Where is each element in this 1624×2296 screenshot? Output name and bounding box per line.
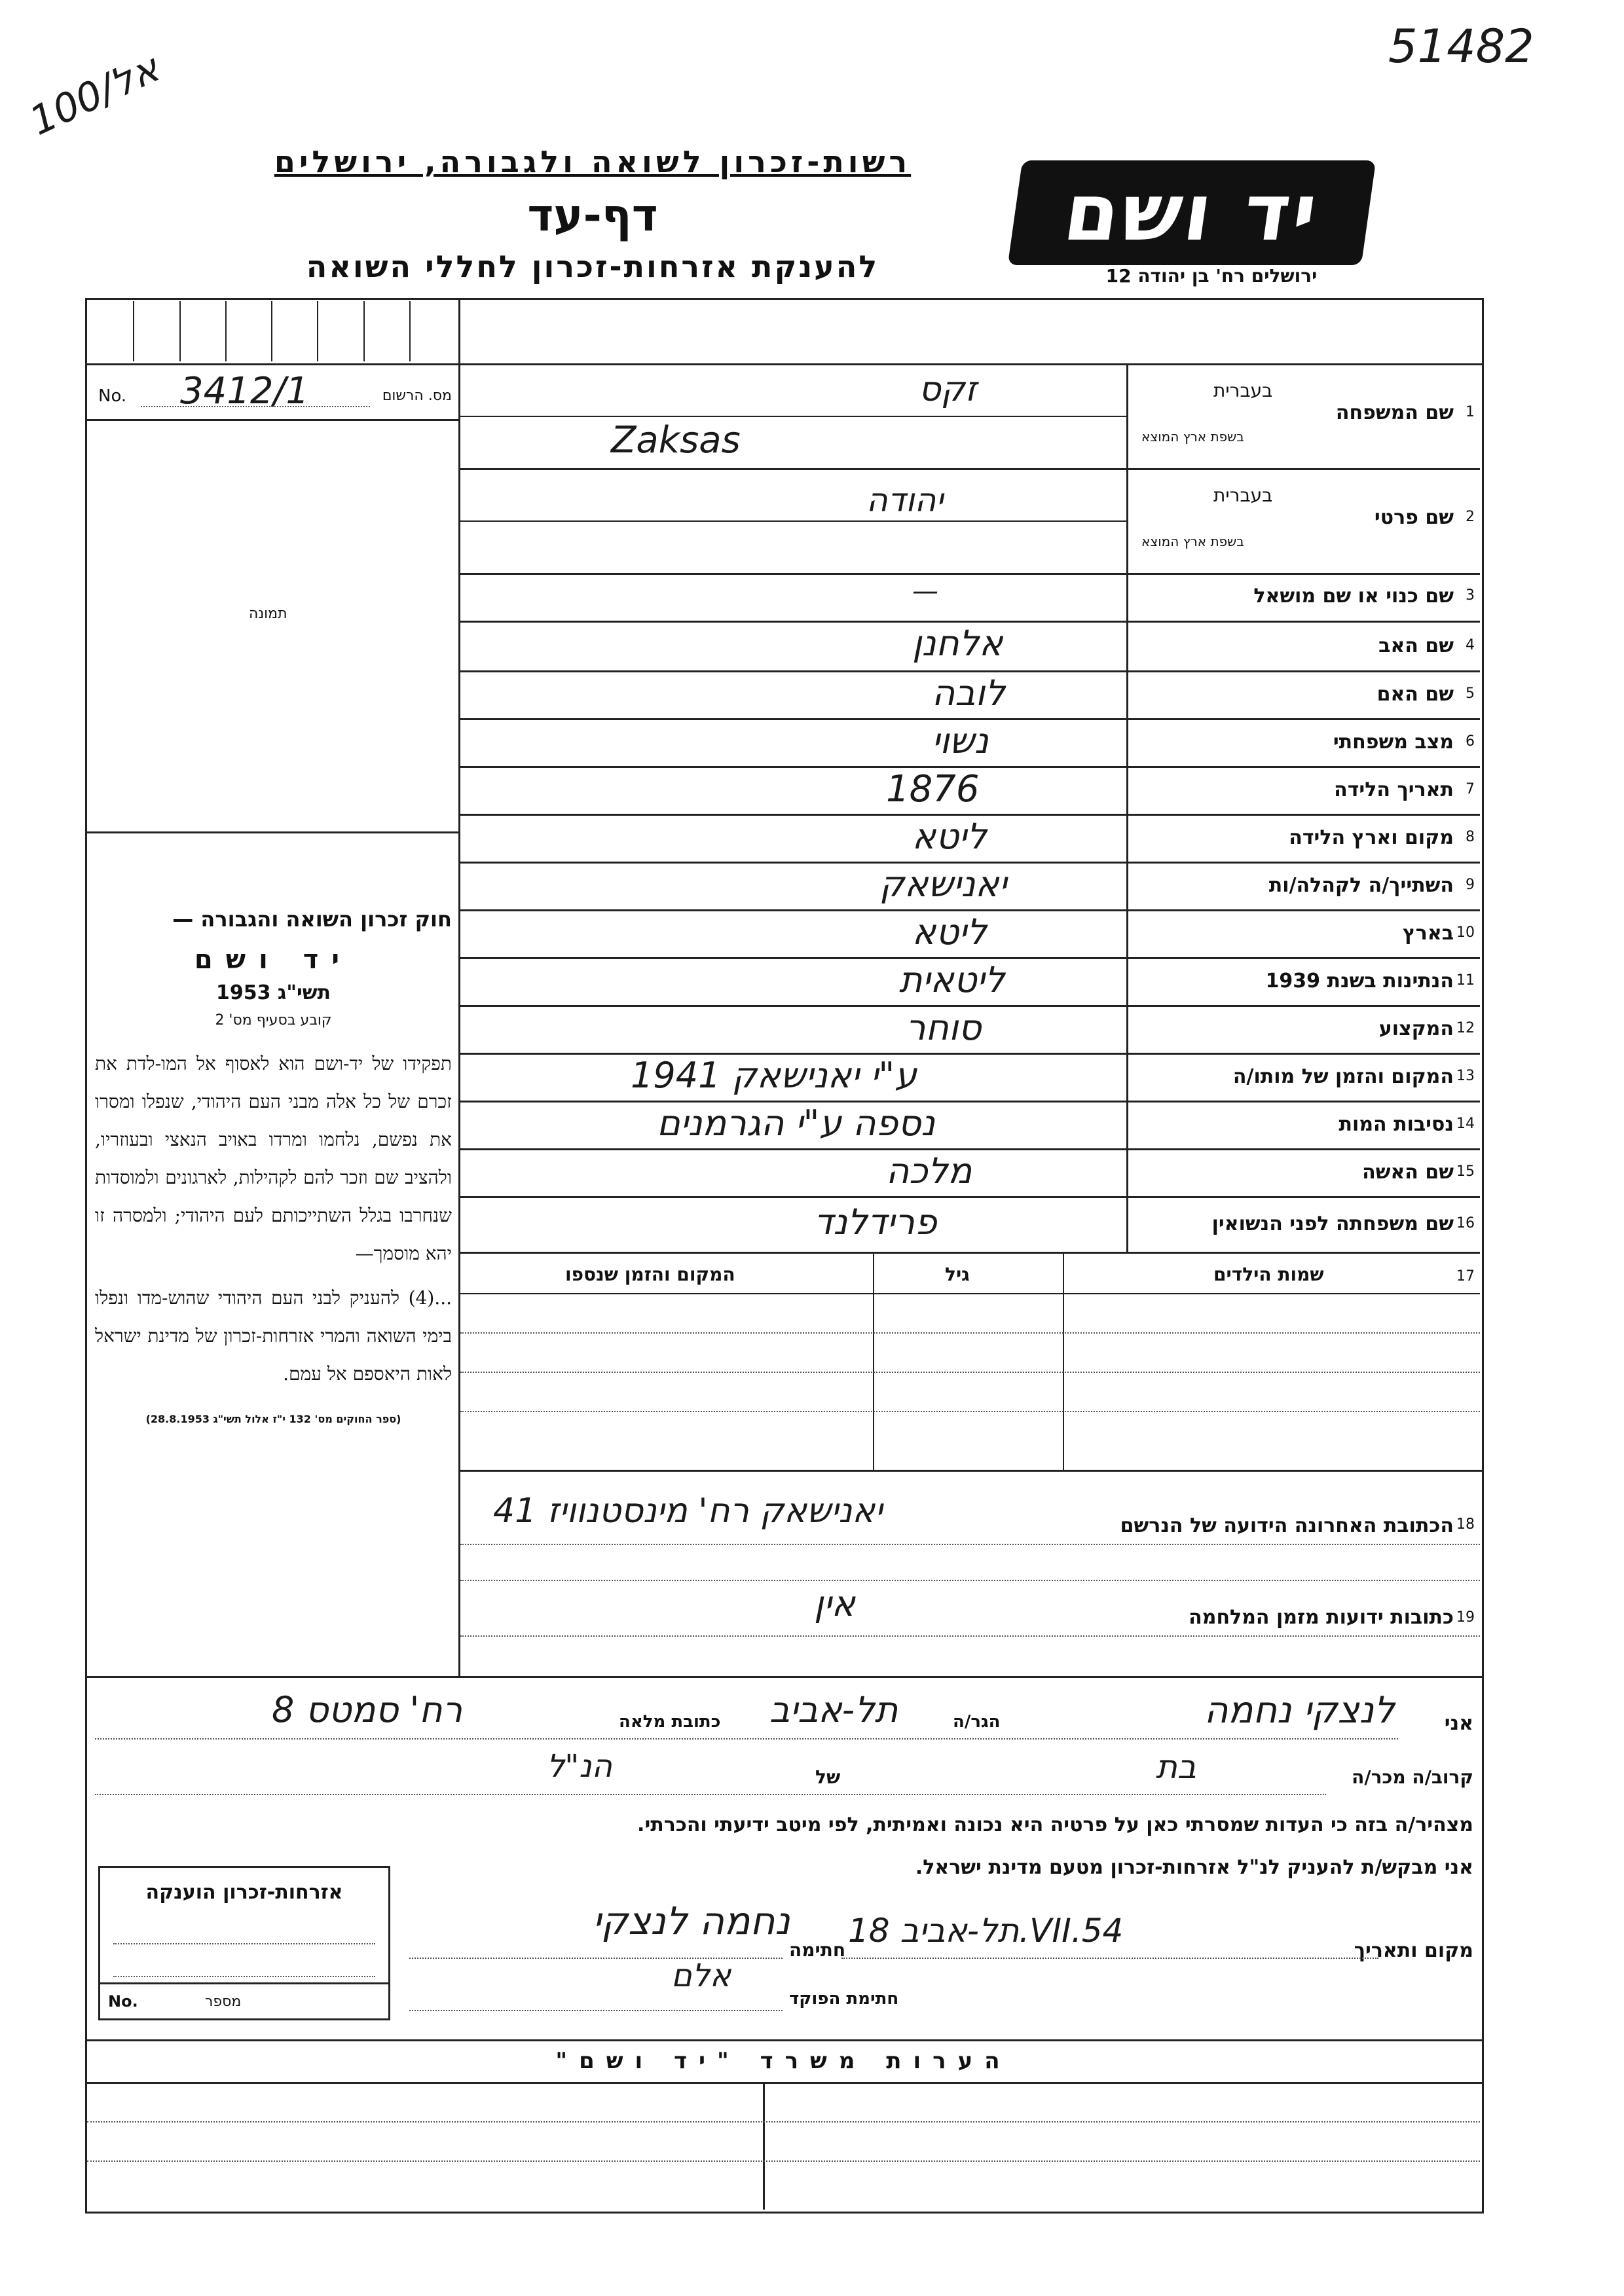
field-8-value: ליטא — [912, 816, 987, 857]
field-6-num: 6 — [1466, 733, 1475, 750]
registration-row — [95, 370, 452, 412]
field-1-value-hebrew: זקס — [919, 370, 977, 409]
field-2-label: שם פרטי — [1374, 506, 1454, 529]
declaration-line-1: מצהיר/ה בזה כי העדות שמסרתי כאן על פרטיה היא נכונה ואמיתית, לפי מיטב ידיעתי והכרתי. — [637, 1813, 1473, 1836]
citizenship-number-label: מספר — [205, 1994, 242, 2010]
law-source: (ספר החוקים מס' 132 י"ז אלול תשי"ג 28.8.1953) — [145, 1413, 401, 1425]
address19-num: 19 — [1456, 1609, 1475, 1626]
field-row-15 — [460, 1150, 1480, 1198]
field-row-5 — [460, 672, 1480, 720]
field-9-num: 9 — [1466, 877, 1475, 893]
field-7-value: 1876 — [886, 768, 980, 811]
declarant-city: תל-אביב — [769, 1689, 898, 1730]
address18-num: 18 — [1456, 1516, 1475, 1533]
children-col-age: גיל — [945, 1264, 970, 1285]
field-row-8 — [460, 816, 1480, 864]
field-15-num: 15 — [1456, 1163, 1475, 1180]
field-2-sub-bottom: בשפת ארץ המוצא — [1141, 534, 1244, 549]
field-3-num: 3 — [1466, 587, 1475, 604]
field-12-num: 12 — [1456, 1020, 1475, 1036]
field-7-label: תאריך הלידה — [1334, 778, 1454, 801]
field-11-num: 11 — [1456, 972, 1475, 989]
children-col-names: שמות הילדים — [1213, 1264, 1324, 1285]
field-row-6 — [460, 720, 1480, 768]
field-1-sub-bottom: בשפת ארץ המוצא — [1141, 429, 1244, 445]
registration-value: 3412/1 — [180, 370, 310, 412]
field-12-value: סוחר — [906, 1007, 982, 1048]
field-5-value: לובה — [932, 672, 1005, 714]
field-4-num: 4 — [1466, 637, 1475, 653]
field-15-value: מלכה — [886, 1150, 972, 1192]
top-grid-boxes — [88, 301, 455, 361]
field-row-11 — [460, 959, 1480, 1007]
field-15-label: שם האשה — [1362, 1161, 1454, 1184]
law-name: יד ושם — [194, 945, 353, 975]
field-row-10 — [460, 911, 1480, 959]
law-box — [95, 907, 452, 1457]
field-14-value: נספה ע"י הגרמנים — [657, 1102, 935, 1144]
field-6-value: נשוי — [932, 720, 989, 761]
field-1-label: שם המשפחה — [1335, 401, 1454, 424]
field-5-label: שם האם — [1376, 683, 1454, 706]
declarant-of-value: הנ"ל — [547, 1748, 612, 1785]
field-row-7 — [460, 768, 1480, 816]
declarant-ani: אני — [1444, 1712, 1473, 1735]
field-row-14 — [460, 1102, 1480, 1150]
field-2-sub-top: בעברית — [1213, 484, 1273, 506]
law-heading: חוק זכרון השואה והגבורה — — [172, 907, 452, 932]
declarant-gar-label: הגר/ה — [953, 1712, 1001, 1732]
citizenship-no-label: No. — [108, 1992, 138, 2011]
declarant-relative-label: קרוב/ה מכר/ה — [1352, 1766, 1473, 1788]
field-5-num: 5 — [1466, 685, 1475, 702]
field-9-value: יאנישאק — [879, 864, 1007, 905]
declarant-street: רח' סמטס 8 — [272, 1689, 463, 1730]
photo-label: תמונה — [249, 606, 287, 622]
declarant-relation: בת — [1156, 1748, 1196, 1786]
yad-vashem-logo — [1008, 160, 1376, 265]
law-body: תפקידו של יד-ושם הוא לאסוף אל המו-לדת את זכרם של כל אלה מבני העם היהודי, שנפלו ומסרו את נפשם, נלחמו ומרדו באויב הנאצי ובעוזריו, ולהציב שם וזכר להם לקהילות, לארגונים ולמוסדות שנחרבו בגלל השתייכותם לעם היהודי; ולמסרה זו יהא מוסמך— — [95, 1053, 452, 1264]
field-12-label: המקצוע — [1378, 1017, 1454, 1040]
field-row-4 — [460, 623, 1480, 672]
field-14-label: נסיבות המות — [1338, 1113, 1454, 1136]
field-1-num: 1 — [1466, 404, 1475, 420]
org-line: רשות-זכרון לשואה ולגבורה, ירושלים — [274, 144, 912, 179]
children-col-place: המקום והזמן שנספו — [565, 1264, 735, 1285]
field-10-label: בארץ — [1402, 922, 1454, 945]
officer-signature-label: חתימת הפוקד — [789, 1989, 899, 2009]
field-6-label: מצב משפחתי — [1333, 731, 1454, 754]
address-section — [460, 1472, 1480, 1662]
place-date-value: תל-אביב 18.VII.54 — [848, 1912, 1124, 1950]
registration-no-label: No. — [98, 386, 127, 406]
field-16-label: שם משפחתה לפני הנשואין — [1211, 1212, 1454, 1235]
field-row-12 — [460, 1007, 1480, 1055]
field-16-num: 16 — [1456, 1215, 1475, 1231]
officer-signature: אלם — [671, 1958, 731, 1994]
field-8-num: 8 — [1466, 829, 1475, 845]
signature-label: חתימה — [789, 1939, 846, 1961]
corner-note: 100/אל — [22, 45, 166, 145]
law-clause: קובע בסעיף מס' 2 — [215, 1012, 332, 1029]
field-row-2 — [460, 468, 1480, 575]
field-14-num: 14 — [1456, 1116, 1475, 1132]
form-title: דף-עד — [527, 190, 658, 242]
place-date-label: מקום ותאריך — [1354, 1939, 1473, 1962]
field-11-value: ליטאית — [899, 959, 1005, 1000]
address19-value: אין — [814, 1583, 855, 1624]
law-body-2: ...(4) להעניק לבני העם היהודי שהוש-מדו ונפלו בימי השואה והמרי אזרחות-זכרון של מדינת ישראל לאות היאספם אל עמם. — [95, 1287, 452, 1385]
field-9-label: השתייך/ה לקהלה/ות — [1268, 874, 1454, 897]
registration-label: מס. הרשום — [382, 388, 452, 404]
field-7-num: 7 — [1466, 781, 1475, 797]
field-4-label: שם האב — [1378, 634, 1454, 657]
field-row-3 — [460, 573, 1480, 623]
declarant-address-label: כתובת מלאה — [619, 1712, 721, 1732]
remarks-title: הערות משרד "יד ושם" — [555, 2048, 1012, 2074]
field-row-16 — [460, 1198, 1480, 1254]
address19-label: כתובות ידועות מזמן המלחמה — [1189, 1606, 1454, 1629]
declarant-of-label: של — [815, 1766, 841, 1788]
field-row-9 — [460, 864, 1480, 911]
declarant-name: לנצקי נחמה — [1204, 1689, 1395, 1732]
field-10-num: 10 — [1456, 924, 1475, 941]
children-table — [460, 1254, 1480, 1470]
signature-value: נחמה לנצקי — [593, 1899, 790, 1943]
field-8-label: מקום וארץ הלידה — [1289, 826, 1454, 849]
form-subtitle: להענקת אזרחות-זכרון לחללי השואה — [306, 249, 879, 284]
field-16-value: פרידלנד — [814, 1201, 937, 1243]
field-13-num: 13 — [1456, 1068, 1475, 1084]
logo-text: יד ושם — [1058, 167, 1325, 259]
field-13-label: המקום והזמן של מותו/ה — [1232, 1065, 1454, 1088]
citizenship-box — [98, 1866, 390, 2020]
document-number: 51482 — [1388, 20, 1534, 73]
field-1-value-origin: Zaksas — [611, 419, 741, 462]
declaration-line-2: אני מבקש/ת להעניק לנ"ל אזרחות-זכרון מטעם מדינת ישראל. — [915, 1856, 1473, 1879]
fields-area — [460, 363, 1480, 1254]
header-address: ירושלים רח' בן יהודה 12 — [1105, 265, 1318, 287]
field-2-num: 2 — [1466, 509, 1475, 525]
field-row-1 — [460, 363, 1480, 470]
field-4-value: אלחנן — [912, 623, 1003, 664]
law-year: תשי"ג 1953 — [215, 981, 331, 1004]
children-num: 17 — [1456, 1268, 1475, 1285]
field-2-value-hebrew: יהודה — [866, 481, 944, 519]
field-11-label: הנתינות בשנת 1939 — [1265, 970, 1454, 993]
field-10-value: ליטא — [912, 911, 987, 953]
field-1-sub-top: בעברית — [1213, 380, 1273, 401]
address18-label: הכתובת האחרונה הידועה של הנרשם — [1120, 1514, 1454, 1537]
field-3-value: — — [912, 576, 938, 606]
field-row-13 — [460, 1055, 1480, 1102]
field-13-value: ע"י יאנישאק 1941 — [631, 1055, 917, 1096]
citizenship-box-title: אזרחות-זכרון הוענקה — [145, 1881, 343, 1904]
address18-value: יאנישאק רח' מינסטנוויז 41 — [493, 1491, 883, 1531]
field-3-label: שם כנוי או שם מושאל — [1253, 585, 1454, 608]
